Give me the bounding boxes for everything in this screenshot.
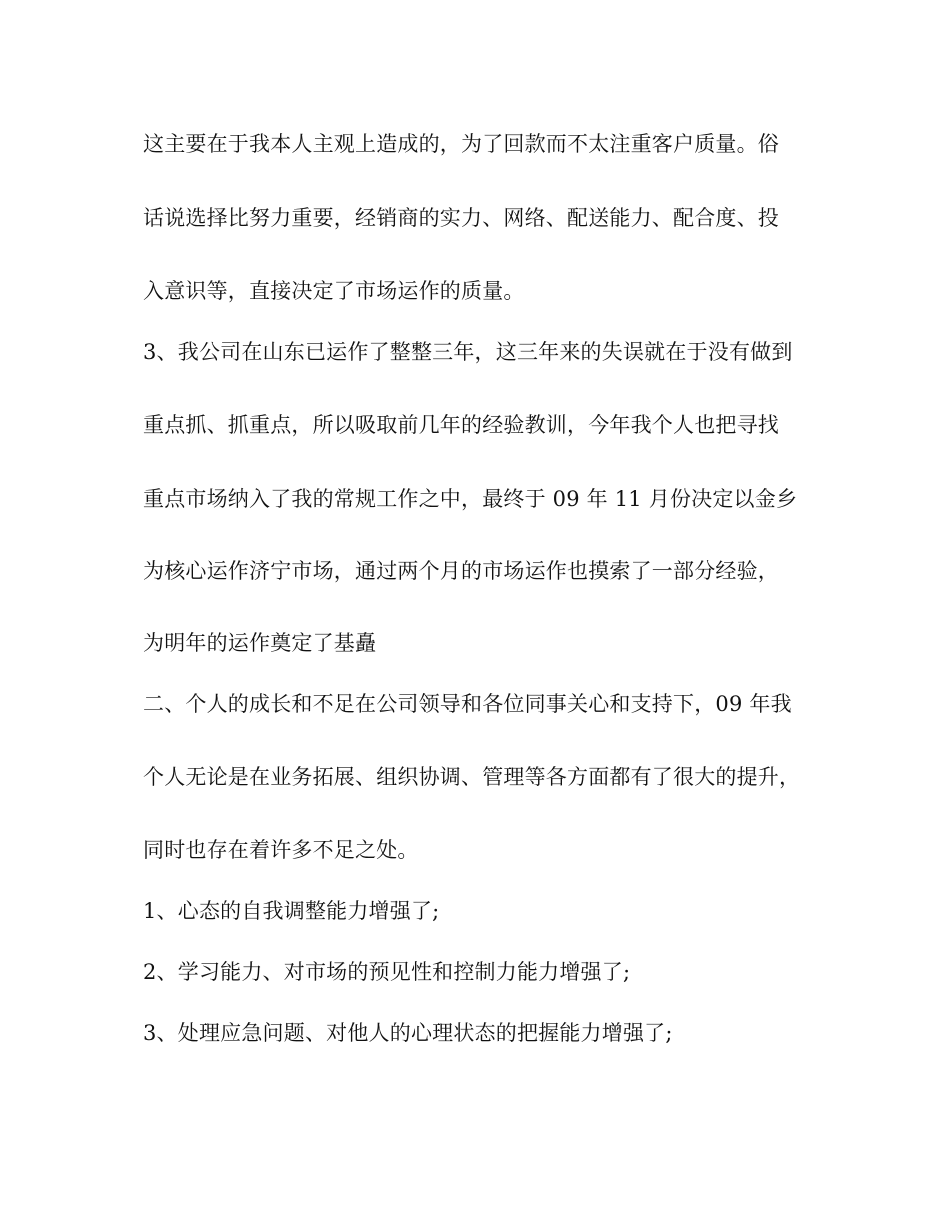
text-line: 2、学习能力、对市场的预见性和控制力能力增强了; [143,960,631,984]
text-line: 1、心态的自我调整能力增强了; [143,899,440,923]
text-line: 重点抓、抓重点，所以吸取前几年的经验教训，今年我个人也把寻找 [143,413,779,437]
text-line: 重点市场纳入了我的常规工作之中，最终于 09 年 11 月份决定以金乡 [143,487,798,511]
text-line: 3、处理应急问题、对他人的心理状态的把握能力增强了; [143,1021,673,1045]
text-line: 话说选择比努力重要，经销商的实力、网络、配送能力、配合度、投 [143,206,779,230]
text-line: 3、我公司在山东已运作了整整三年，这三年来的失误就在于没有做到 [143,340,793,364]
text-line: 为明年的运作奠定了基矗 [143,631,377,655]
text-line: 入意识等，直接决定了市场运作的质量。 [143,279,525,303]
text-line: 同时也存在着许多不足之处。 [143,838,419,862]
text-line: 个人无论是在业务拓展、组织协调、管理等各方面都有了很大的提升， [143,765,801,789]
text-line: 这主要在于我本人主观上造成的，为了回款而不太注重客户质量。俗 [143,132,779,156]
text-line: 二、个人的成长和不足在公司领导和各位同事关心和支持下，09 年我 [143,692,792,716]
text-line: 为核心运作济宁市场，通过两个月的市场运作也摸索了一部分经验， [143,559,779,583]
